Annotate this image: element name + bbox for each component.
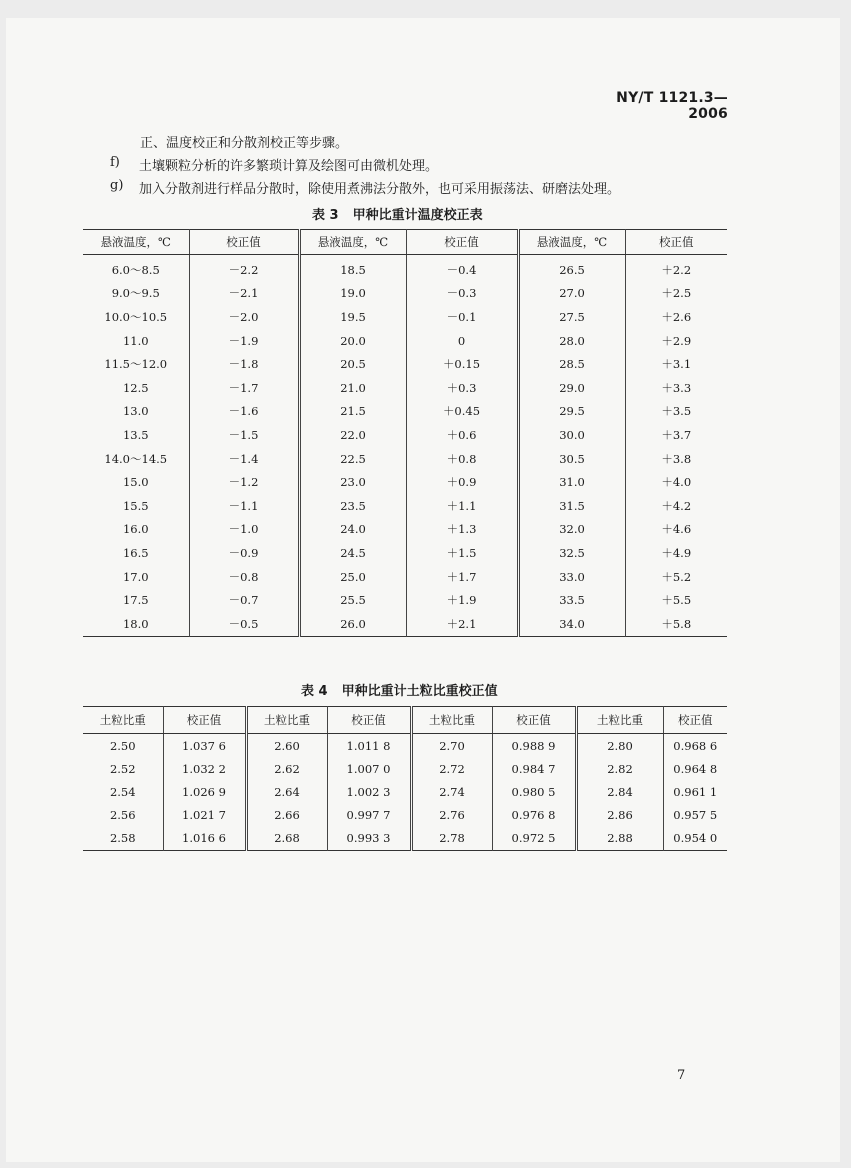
table-cell: 25.5 xyxy=(299,588,406,612)
table-cell: －2.2 xyxy=(189,255,299,282)
list-item-marker: f) xyxy=(110,155,120,170)
table-cell: 10.0～10.5 xyxy=(83,305,189,329)
table-cell: －0.1 xyxy=(406,305,518,329)
table-cell: 20.5 xyxy=(299,352,406,376)
table-row xyxy=(83,470,727,494)
column-header: 土粒比重 xyxy=(411,707,492,734)
table-cell: 2.70 xyxy=(411,734,492,758)
table-cell: 2.62 xyxy=(246,757,327,780)
table-cell: 2.56 xyxy=(83,804,163,827)
table-cell: 1.002 3 xyxy=(327,780,411,803)
table3-title: 甲种比重计温度校正表 xyxy=(352,208,483,223)
table-cell: －2.1 xyxy=(189,282,299,306)
column-header: 土粒比重 xyxy=(246,707,327,734)
table-cell: 29.5 xyxy=(518,400,625,424)
table-cell: ＋5.5 xyxy=(661,593,692,608)
table-cell: 16.5 xyxy=(83,541,189,565)
table-cell: 32.0 xyxy=(518,518,625,542)
table-cell: ＋2.6 xyxy=(661,309,692,324)
table-cell: －1.7 xyxy=(189,376,299,400)
table-cell: 1.011 8 xyxy=(327,734,411,758)
table-cell: 0.993 3 xyxy=(327,827,411,851)
table-cell: 22.0 xyxy=(299,423,406,447)
table-cell: ＋3.7 xyxy=(661,427,692,442)
table-cell: ＋3.5 xyxy=(661,404,692,419)
table-cell: ＋1.1 xyxy=(406,494,518,518)
table-header-row xyxy=(83,230,727,255)
table-row xyxy=(83,804,727,827)
table-cell: ＋3.3 xyxy=(661,380,692,395)
table-row xyxy=(83,588,727,612)
table-cell: 2.82 xyxy=(576,757,663,780)
table-cell: 13.0 xyxy=(83,400,189,424)
table-cell: 32.5 xyxy=(518,541,625,565)
table-cell: 0.976 8 xyxy=(492,804,576,827)
table-cell: －1.9 xyxy=(189,329,299,353)
table-cell: ＋2.2 xyxy=(661,262,692,277)
table-cell: 0.954 0 xyxy=(673,831,718,846)
column-header: 悬液温度，℃ xyxy=(299,230,406,255)
table-cell: ＋2.1 xyxy=(406,612,518,636)
table-cell: ＋2.9 xyxy=(661,333,692,348)
table-cell: －1.8 xyxy=(189,352,299,376)
table-cell: 1.021 7 xyxy=(163,804,246,827)
column-header: 校正值 xyxy=(406,230,518,255)
table-cell: 2.72 xyxy=(411,757,492,780)
table3-number: 表 3 xyxy=(312,208,339,223)
column-header: 校正值 xyxy=(625,230,727,255)
table-cell: 0.964 8 xyxy=(673,761,718,776)
table-cell: 2.78 xyxy=(411,827,492,851)
table-row xyxy=(83,282,727,306)
table-cell: 23.5 xyxy=(299,494,406,518)
table-row xyxy=(83,541,727,565)
table-row xyxy=(83,352,727,376)
continuation-text: 正、温度校正和分散剂校正等步骤。 xyxy=(140,136,349,151)
table4-caption xyxy=(301,680,498,699)
table-cell: 16.0 xyxy=(83,518,189,542)
table-cell: 30.0 xyxy=(518,423,625,447)
table4-title: 甲种比重计土粒比重校正值 xyxy=(341,684,498,699)
table-cell: －1.4 xyxy=(189,447,299,471)
table-cell: 11.5～12.0 xyxy=(83,352,189,376)
table-cell: 19.5 xyxy=(299,305,406,329)
table-row xyxy=(83,329,727,353)
table-cell: 2.84 xyxy=(576,780,663,803)
column-header: 土粒比重 xyxy=(576,707,663,734)
table-cell: 2.80 xyxy=(576,734,663,758)
table-cell: 2.66 xyxy=(246,804,327,827)
table-cell: ＋0.45 xyxy=(406,400,518,424)
table-row xyxy=(83,447,727,471)
table-cell: ＋4.9 xyxy=(661,545,692,560)
table-cell: 0 xyxy=(406,329,518,353)
table-cell: 21.0 xyxy=(299,376,406,400)
table-row xyxy=(83,494,727,518)
table-cell: －1.5 xyxy=(189,423,299,447)
list-item-marker: g) xyxy=(110,178,124,193)
specific-gravity-correction-table xyxy=(83,706,727,851)
table-cell: 20.0 xyxy=(299,329,406,353)
table-cell: ＋0.15 xyxy=(406,352,518,376)
column-header: 校正值 xyxy=(327,707,411,734)
table-cell: 11.0 xyxy=(83,329,189,353)
table-cell: 28.5 xyxy=(518,352,625,376)
table-cell: 1.016 6 xyxy=(163,827,246,851)
table-cell: 0.957 5 xyxy=(673,808,718,823)
temperature-correction-table xyxy=(83,229,727,637)
table-cell: 33.5 xyxy=(518,588,625,612)
column-header: 校正值 xyxy=(189,230,299,255)
table-row xyxy=(83,757,727,780)
table-cell: 1.037 6 xyxy=(163,734,246,758)
table-cell: 9.0～9.5 xyxy=(83,282,189,306)
table-row xyxy=(83,734,727,758)
table-cell: 0.984 7 xyxy=(492,757,576,780)
table-cell: －0.9 xyxy=(189,541,299,565)
table-cell: 14.0～14.5 xyxy=(83,447,189,471)
table-cell: ＋1.5 xyxy=(406,541,518,565)
table-row xyxy=(83,827,727,851)
table-cell: ＋5.8 xyxy=(661,616,692,631)
table-cell: 2.64 xyxy=(246,780,327,803)
table-cell: 1.032 2 xyxy=(163,757,246,780)
table-row xyxy=(83,780,727,803)
table-cell: －0.5 xyxy=(189,612,299,636)
page-number: 7 xyxy=(677,1068,686,1083)
table-cell: －1.0 xyxy=(189,518,299,542)
table-cell: －0.7 xyxy=(189,588,299,612)
column-header: 悬液温度，℃ xyxy=(518,230,625,255)
table-cell: 0.997 7 xyxy=(327,804,411,827)
column-header: 校正值 xyxy=(492,707,576,734)
table-cell: 0.961 1 xyxy=(673,784,718,799)
table-cell: ＋1.7 xyxy=(406,565,518,589)
table3-body xyxy=(83,255,727,637)
table-cell: 33.0 xyxy=(518,565,625,589)
table4-number: 表 4 xyxy=(301,684,328,699)
standard-number: NY/T 1121.3—2006 xyxy=(616,90,728,122)
table-cell: 0.980 5 xyxy=(492,780,576,803)
table4-body xyxy=(83,734,727,851)
column-header: 土粒比重 xyxy=(83,707,163,734)
table-cell: 30.5 xyxy=(518,447,625,471)
table-row xyxy=(83,518,727,542)
table-cell: ＋0.6 xyxy=(406,423,518,447)
table-cell: 2.76 xyxy=(411,804,492,827)
table-cell: 27.5 xyxy=(518,305,625,329)
table-cell: 2.52 xyxy=(83,757,163,780)
table-cell: 27.0 xyxy=(518,282,625,306)
table-cell: ＋0.8 xyxy=(406,447,518,471)
table-cell: 2.54 xyxy=(83,780,163,803)
table-cell: ＋1.3 xyxy=(406,518,518,542)
table-cell: －1.6 xyxy=(189,400,299,424)
table-cell: ＋4.2 xyxy=(661,498,692,513)
table-cell: 19.0 xyxy=(299,282,406,306)
table-cell: 34.0 xyxy=(518,612,625,636)
list-item-text: 土壤颗粒分析的许多繁琐计算及绘图可由微机处理。 xyxy=(139,159,439,174)
table-cell: 31.5 xyxy=(518,494,625,518)
table-cell: 0.988 9 xyxy=(492,734,576,758)
table-cell: 15.5 xyxy=(83,494,189,518)
column-header: 校正值 xyxy=(663,707,727,734)
table-cell: －0.8 xyxy=(189,565,299,589)
table-cell: ＋3.1 xyxy=(661,357,692,372)
table-cell: ＋1.9 xyxy=(406,588,518,612)
table-cell: 2.86 xyxy=(576,804,663,827)
table-cell: 24.5 xyxy=(299,541,406,565)
table-row xyxy=(83,423,727,447)
table-cell: 12.5 xyxy=(83,376,189,400)
table-cell: 28.0 xyxy=(518,329,625,353)
table-cell: ＋4.0 xyxy=(661,475,692,490)
table-cell: 6.0～8.5 xyxy=(83,255,189,282)
list-item-text: 加入分散剂进行样品分散时，除使用煮沸法分散外，也可采用振荡法、研磨法处理。 xyxy=(139,182,621,197)
table-cell: 2.58 xyxy=(83,827,163,851)
table-cell: 22.5 xyxy=(299,447,406,471)
table-cell: 2.74 xyxy=(411,780,492,803)
table-cell: 26.5 xyxy=(518,255,625,282)
table-cell: 1.026 9 xyxy=(163,780,246,803)
table-cell: 23.0 xyxy=(299,470,406,494)
table-cell: 0.968 6 xyxy=(673,738,718,753)
table-cell: 24.0 xyxy=(299,518,406,542)
table-cell: 2.60 xyxy=(246,734,327,758)
column-header: 校正值 xyxy=(163,707,246,734)
table-cell: ＋3.8 xyxy=(661,451,692,466)
table-cell: 21.5 xyxy=(299,400,406,424)
table-cell: 13.5 xyxy=(83,423,189,447)
table-cell: －0.4 xyxy=(406,255,518,282)
table-cell: 17.0 xyxy=(83,565,189,589)
table-cell: 2.50 xyxy=(83,734,163,758)
table-row xyxy=(83,400,727,424)
table-cell: 17.5 xyxy=(83,588,189,612)
table-row xyxy=(83,376,727,400)
table-cell: 2.88 xyxy=(576,827,663,851)
table-cell: 18.0 xyxy=(83,612,189,636)
table-cell: 18.5 xyxy=(299,255,406,282)
table-cell: 25.0 xyxy=(299,565,406,589)
table-cell: ＋0.3 xyxy=(406,376,518,400)
table-header-row xyxy=(83,707,727,734)
table-cell: ＋0.9 xyxy=(406,470,518,494)
table-row xyxy=(83,255,727,282)
table-cell: ＋5.2 xyxy=(661,569,692,584)
table-cell: ＋4.6 xyxy=(661,522,692,537)
table-cell: 26.0 xyxy=(299,612,406,636)
table-row xyxy=(83,305,727,329)
table-cell: 31.0 xyxy=(518,470,625,494)
table-cell: 15.0 xyxy=(83,470,189,494)
table-cell: －1.2 xyxy=(189,470,299,494)
table-cell: 0.972 5 xyxy=(492,827,576,851)
table-cell: ＋2.5 xyxy=(661,286,692,301)
table-row xyxy=(83,612,727,636)
column-header: 悬液温度，℃ xyxy=(83,230,189,255)
table-cell: －0.3 xyxy=(406,282,518,306)
table-cell: －2.0 xyxy=(189,305,299,329)
table-cell: 1.007 0 xyxy=(327,757,411,780)
table-row xyxy=(83,565,727,589)
table3-caption xyxy=(312,204,483,223)
table-cell: －1.1 xyxy=(189,494,299,518)
table-cell: 29.0 xyxy=(518,376,625,400)
table-cell: 2.68 xyxy=(246,827,327,851)
